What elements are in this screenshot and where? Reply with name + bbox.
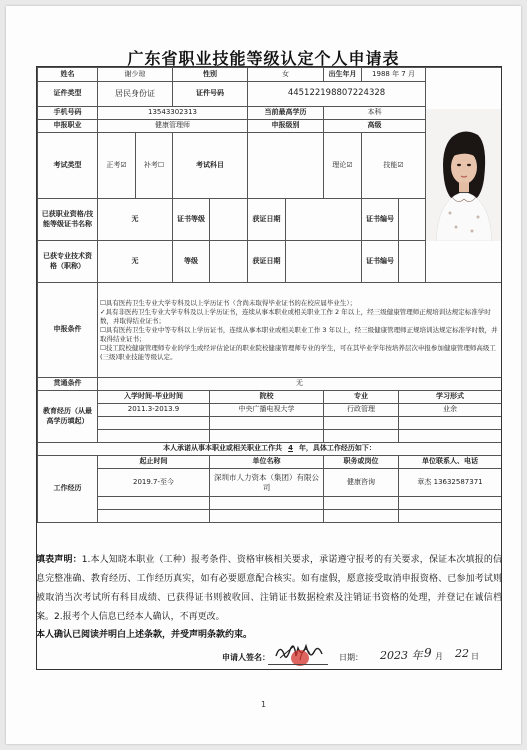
gender-label: 性别	[173, 68, 248, 82]
condition-item: ☐具有医药卫生专业中等专科以上学历证书，连续从事本职业或相关职业工作 3 年以上，经三级健康管理师正规培训达规定标准学时数，并取得结业证书；	[100, 326, 498, 343]
edu-header-major: 专业	[324, 391, 399, 404]
exam-subject-skill: 技能☑	[362, 133, 426, 199]
occupation-label: 申报职业	[38, 120, 98, 133]
date-month: 9	[424, 646, 432, 660]
occupation-value: 健康管理师	[98, 120, 248, 133]
id-no-value: 445122198807224328	[248, 82, 426, 107]
exam-subject-label: 考试科目	[173, 133, 248, 199]
native-value: 无	[98, 378, 502, 391]
work-header-position: 职务或岗位	[324, 456, 399, 469]
id-type-value: 居民身份证	[98, 82, 173, 107]
id-type-label: 证件类型	[38, 82, 98, 107]
cert-date-label-2: 获证日期	[248, 241, 286, 283]
edu-label: 当前最高学历	[248, 107, 324, 120]
edu-cell-form: 业余	[399, 404, 502, 417]
level-short-label: 等级	[173, 241, 210, 283]
id-no-label: 证件号码	[173, 82, 248, 107]
edu-header-period: 入学时间-毕业时间	[98, 391, 210, 404]
work-promise: 本人承诺从事本职业或相关职业工作共 4 年，具体工作经历如下：	[38, 443, 502, 456]
cert-row2-label: 已获专业技术资格（职称）	[38, 241, 98, 283]
exam-type-label: 考试类型	[38, 133, 98, 199]
date-year: 2023 年	[380, 649, 423, 662]
work-cell-contact: 章杰 13632587371	[399, 469, 502, 497]
birth-label: 出生年月	[324, 68, 362, 82]
level-value: 高级	[324, 120, 426, 133]
work-header-contact: 单位联系人、电话	[399, 456, 502, 469]
condition-item: ✓具有非医药卫生专业大学专科及以上学历证书，连续从事本职业或相关职业工作 2 年以上，经三级健康管理师正规培训达规定标准学时数，并取得结业证书；	[100, 308, 491, 325]
work-history-label: 工作经历	[38, 456, 98, 523]
phone-value: 13543302313	[98, 107, 248, 120]
cert-row2-value: 无	[98, 241, 173, 283]
work-cell-position: 健康咨询	[324, 469, 399, 497]
cert-date-label-1: 获证日期	[248, 199, 286, 241]
date-label: 日期：	[339, 653, 363, 662]
date-day-unit: 日	[471, 652, 479, 661]
signature-line	[268, 664, 328, 665]
cert-row1-value: 无	[98, 199, 173, 241]
declaration-body: 1.本人知晓本职业（工种）报考条件、资格审核相关要求，承诺遵守报考的有关要求，保证本次填报的信息完整准确、教育经历、工作经历真实，如有必要愿意配合核实。如有虚假，愿意接受取消申报资格、已参加考试则被取消当次考试所有科目成绩、已获得证书则被收回、注销证书数据检索及注销证书资格的处理，并登记在诚信档案。2.报考个人信息已经本人确认，不再更改。	[36, 555, 502, 622]
edu-cell-school: 中央广播电视大学	[210, 404, 324, 417]
exam-type-regular: 正考☑	[98, 133, 136, 199]
exam-subject-theory: 理论☑	[324, 133, 362, 199]
form-title: 广东省职业技能等级认定个人申请表	[127, 49, 400, 68]
work-years: 4	[288, 444, 293, 453]
phone-label: 手机号码	[38, 107, 98, 120]
signature-label: 申请人签名：	[222, 653, 270, 662]
work-cell-company: 深圳市人力资本（集团）有限公司	[210, 469, 324, 497]
edu-header-form: 学习形式	[399, 391, 502, 404]
page-number: 1	[260, 700, 267, 709]
birth-value: 1988 年 7 月	[362, 68, 426, 82]
edu-header-school: 院校	[210, 391, 324, 404]
edu-cell-major: 行政管理	[324, 404, 399, 417]
name-value: 谢少琼	[98, 68, 173, 82]
edu-cell-period: 2011.3-2013.9	[98, 404, 210, 417]
date-month-unit: 月	[435, 652, 443, 661]
exam-type-makeup: 补考☐	[136, 133, 173, 199]
confirmation-text: 本人确认已阅读并明白上述条款，并受声明条款约束。	[36, 630, 253, 640]
conditions-label: 申报条件	[38, 283, 98, 378]
declaration	[36, 551, 502, 627]
cert-level-label-1: 证书等级	[173, 199, 210, 241]
date-day: 22	[455, 647, 469, 660]
gender-value: 女	[248, 68, 324, 82]
work-header-company: 单位名称	[210, 456, 324, 469]
edu-value: 本科	[324, 107, 426, 120]
edu-history-label: 教育经历（从最高学历填起）	[38, 391, 98, 443]
cert-no-label-2: 证书编号	[362, 241, 399, 283]
declaration-head: 填表声明：	[36, 555, 82, 565]
condition-item: ☐技工院校健康管理师专业的学生或经评估论证的职业院校健康管理师专业的学生，可在其毕业学年按培养层次申报参加健康管理师高级工(三级)职业技能等级认定。	[100, 344, 496, 361]
name-label: 姓名	[38, 68, 98, 82]
work-cell-period: 2019.7-至今	[98, 469, 210, 497]
cert-no-label-1: 证书编号	[362, 199, 399, 241]
cert-row1-label: 已获职业资格/技能等级证书名称	[38, 199, 98, 241]
work-header-period: 起止时间	[98, 456, 210, 469]
level-label: 申报级别	[248, 120, 324, 133]
native-label: 贯通条件	[38, 378, 98, 391]
condition-item: ☐具有医药卫生专业大学专科及以上学历证书（含尚未取得毕业证书的在校应届毕业生）；	[100, 298, 357, 307]
